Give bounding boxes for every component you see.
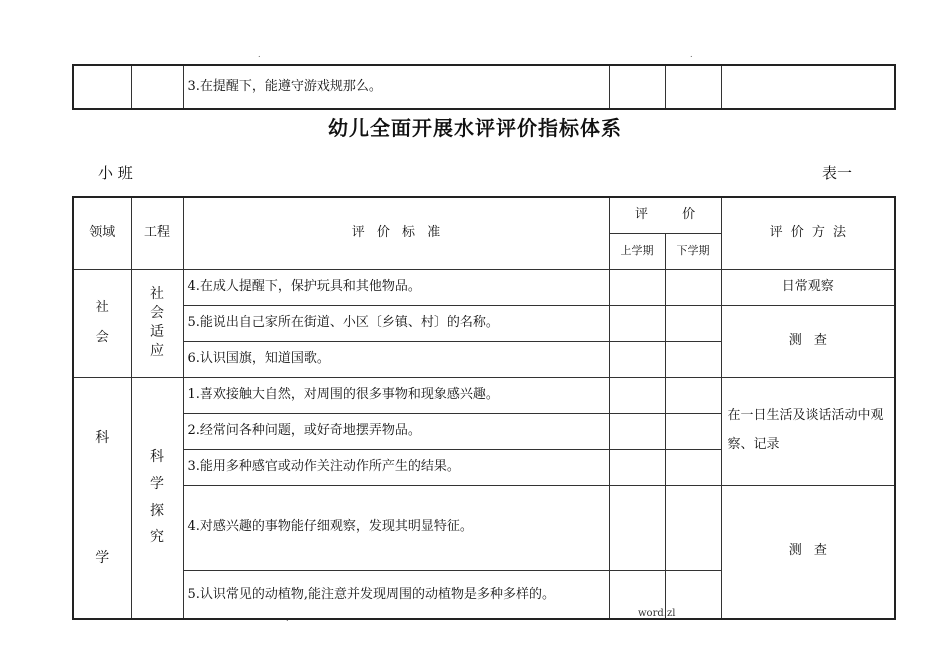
fragment-cell: [665, 65, 721, 109]
header-domain: 领域: [73, 197, 131, 269]
second-term-cell: [665, 305, 721, 341]
table-label: 表一: [822, 164, 853, 182]
page-dot: .: [690, 50, 693, 59]
page-dot: .: [286, 614, 289, 623]
header-second-term: 下学期: [665, 233, 721, 269]
criterion-item: 5.认识常见的动植物,能注意并发现周围的动植物是多种多样的。: [183, 571, 609, 619]
method-daily-observation: 日常观察: [721, 269, 895, 305]
header-first-term: 上学期: [609, 233, 665, 269]
page-footer: word.zl: [638, 608, 676, 619]
first-term-cell: [609, 341, 665, 377]
first-term-cell: [609, 485, 665, 571]
project-science-inquiry-text: 科学探究: [150, 449, 164, 546]
criterion-item: 4.在成人提醒下，保护玩具和其他物品。: [183, 269, 609, 305]
criterion-item: 5.能说出自己家所在街道、小区〔乡镇、村〕的名称。: [183, 305, 609, 341]
project-social-adaptation: [131, 269, 183, 377]
header-project: 工程: [131, 197, 183, 269]
second-term-cell: [665, 413, 721, 449]
domain-science-text: 科学: [95, 429, 110, 566]
fragment-cell: [73, 65, 131, 109]
evaluation-table: [72, 196, 896, 620]
first-term-cell: [609, 413, 665, 449]
fragment-item: 3.在提醒下，能遵守游戏规那么。: [183, 65, 609, 109]
document-title: 幼儿全面开展水评评价指标体系: [328, 116, 622, 140]
domain-social-text: 社会: [95, 300, 109, 345]
second-term-cell: [665, 377, 721, 413]
first-term-cell: [609, 305, 665, 341]
header-standard: 评 价 标 准: [183, 197, 609, 269]
criterion-item: 1.喜欢接触大自然，对周围的很多事物和现象感兴趣。: [183, 377, 609, 413]
second-term-cell: [665, 449, 721, 485]
fragment-cell: [131, 65, 183, 109]
domain-social: [73, 269, 131, 377]
fragment-cell: [721, 65, 895, 109]
previous-table-fragment: [72, 64, 896, 110]
criterion-item: 3.能用多种感官或动作关注动作所产生的结果。: [183, 449, 609, 485]
header-method: 评 价 方 法: [721, 197, 895, 269]
method-test: 测 查: [721, 485, 895, 619]
project-social-adaptation-text: 社会适应: [150, 286, 164, 359]
first-term-cell: [609, 449, 665, 485]
domain-science: [73, 377, 131, 619]
second-term-cell: [665, 341, 721, 377]
criterion-item: 4.对感兴趣的事物能仔细观察，发现其明显特征。: [183, 485, 609, 571]
class-label: 小 班: [98, 164, 133, 182]
second-term-cell: [665, 485, 721, 571]
method-daily-record: 在一日生活及谈话活动中观察、记录: [721, 377, 895, 485]
header-evaluation: 评 价: [609, 197, 721, 233]
criterion-item: 2.经常问各种问题，或好奇地摆弄物品。: [183, 413, 609, 449]
fragment-cell: [609, 65, 665, 109]
first-term-cell: [609, 269, 665, 305]
page-dot: .: [258, 50, 261, 59]
criterion-item: 6.认识国旗，知道国歌。: [183, 341, 609, 377]
method-test: 测 查: [721, 305, 895, 377]
first-term-cell: [609, 377, 665, 413]
second-term-cell: [665, 269, 721, 305]
project-science-inquiry: [131, 377, 183, 619]
